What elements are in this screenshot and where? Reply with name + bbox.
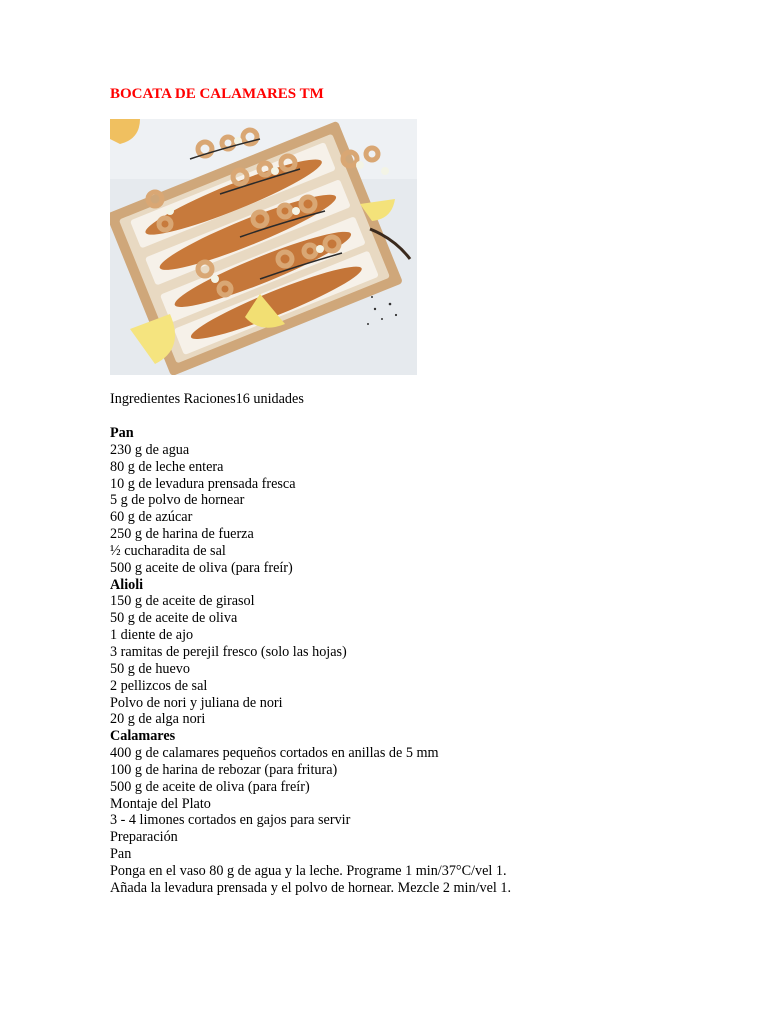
section-heading: Alioli	[110, 576, 144, 593]
recipe-line: Añada la levadura prensada y el polvo de hornear. Mezcle 2 min/vel 1.	[110, 879, 512, 896]
recipe-line: 2 pellizcos de sal	[110, 677, 208, 694]
recipe-line: 3 - 4 limones cortados en gajos para servir	[110, 812, 351, 829]
recipe-line: 1 diente de ajo	[110, 627, 194, 644]
recipe-photo	[110, 119, 417, 375]
recipe-line: Ponga en el vaso 80 g de agua y la leche. Programe 1 min/37°C/vel 1.	[110, 862, 507, 879]
recipe-line: Preparación	[110, 829, 178, 846]
section-heading: Pan	[110, 425, 134, 441]
recipe-line: Pan	[110, 846, 132, 863]
recipe-photo-illustration	[110, 119, 417, 375]
recipe-line: 50 g de huevo	[110, 660, 190, 677]
servings-line: Ingredientes Raciones16 unidades	[110, 391, 304, 407]
recipe-line: ½ cucharadita de sal	[110, 542, 226, 559]
recipe-line: 230 g de agua	[110, 441, 190, 458]
recipe-line: 150 g de aceite de girasol	[110, 593, 255, 610]
recipe-line: 10 g de levadura prensada fresca	[110, 475, 296, 492]
recipe-line: 500 g de aceite de oliva (para freír)	[110, 778, 310, 795]
recipe-line: 50 g de aceite de oliva	[110, 610, 238, 627]
recipe-line: 250 g de harina de fuerza	[110, 526, 254, 543]
recipe-line: 5 g de polvo de hornear	[110, 492, 245, 509]
recipe-line: 100 g de harina de rebozar (para fritura)	[110, 761, 338, 778]
recipe-line: Montaje del Plato	[110, 795, 211, 812]
recipe-line: Polvo de nori y juliana de nori	[110, 694, 283, 711]
recipe-line: 60 g de azúcar	[110, 509, 193, 526]
recipe-line: 80 g de leche entera	[110, 458, 224, 475]
recipe-line: 3 ramitas de perejil fresco (solo las hojas)	[110, 643, 347, 660]
recipe-line: 20 g de alga nori	[110, 711, 206, 728]
recipe-body	[110, 425, 730, 897]
recipe-line: 500 g aceite de oliva (para freír)	[110, 559, 293, 576]
section-heading: Calamares	[110, 728, 176, 745]
recipe-line: 400 g de calamares pequeños cortados en anillas de 5 mm	[110, 745, 439, 762]
recipe-title: BOCATA DE CALAMARES TM	[110, 86, 324, 102]
